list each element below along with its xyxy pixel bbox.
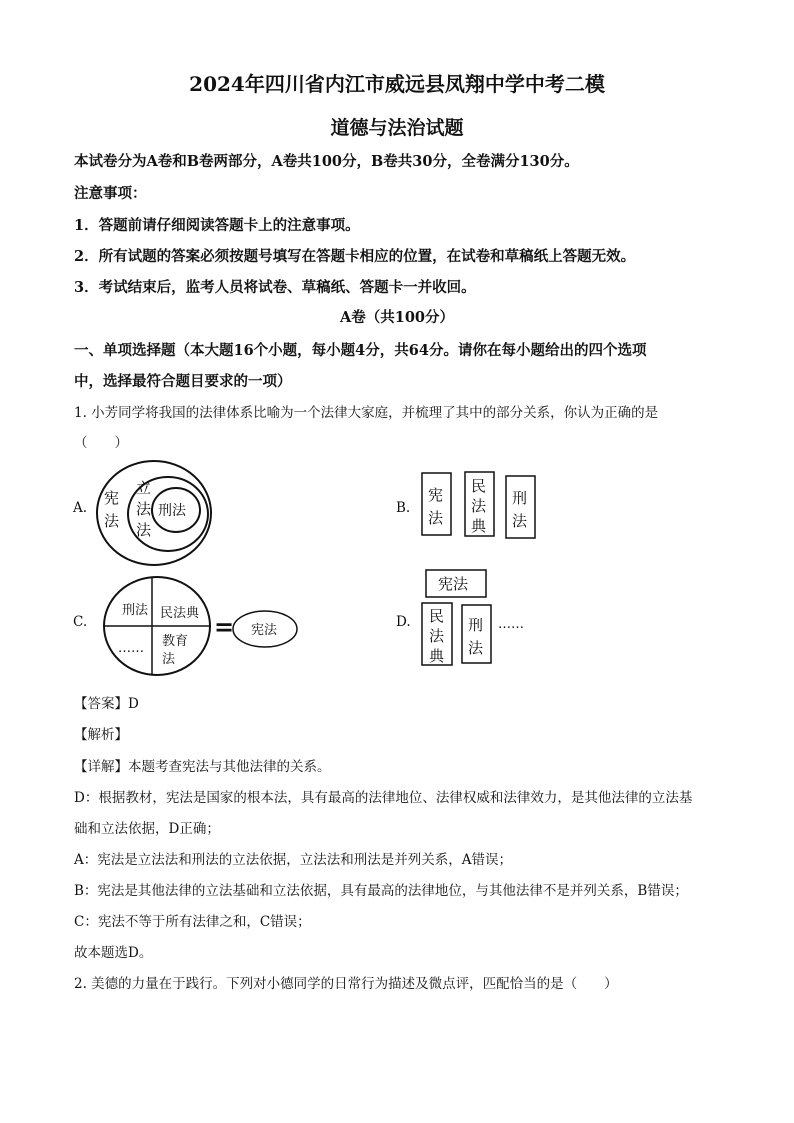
note-item: 2．所有试题的答案必须按题号填写在答题卡相应的位置，在试卷和草稿纸上答题无效。 <box>74 248 636 265</box>
svg-text:典: 典 <box>429 647 445 665</box>
ellipsis: …… <box>498 617 524 632</box>
option-c-diagram <box>100 574 305 680</box>
option-d-label: D. <box>396 614 411 630</box>
svg-text:刑: 刑 <box>468 616 484 634</box>
mid-label-2: 法 <box>136 500 152 518</box>
page-title: 2024年四川省内江市威远县凤翔中学中考二模 <box>189 72 605 96</box>
option-b-label: B. <box>396 500 411 516</box>
svg-text:法: 法 <box>162 652 176 667</box>
equals-sign: = <box>214 613 235 641</box>
section-a-heading: A卷（共100分） <box>339 309 455 326</box>
option-a-diagram <box>94 458 224 568</box>
inner-label: 刑法 <box>158 503 186 519</box>
svg-text:民法典: 民法典 <box>160 606 200 621</box>
question-1-stem: 1. 小芳同学将我国的法律体系比喻为一个法律大家庭，并梳理了其中的部分关系，你认为正确的是 <box>74 405 659 421</box>
mid-label-3: 法 <box>136 521 152 539</box>
analysis-line: A：宪法是立法法和刑法的立法依据，立法法和刑法是并列关系，A错误； <box>74 852 512 868</box>
svg-text:刑法: 刑法 <box>122 603 149 618</box>
question-2-stem: 2. 美德的力量在于践行。下列对小德同学的日常行为描述及微点评，匹配恰当的是（ ） <box>74 976 618 992</box>
analysis-line: 故本题选D。 <box>74 945 153 961</box>
analysis-line: D：根据教材，宪法是国家的根本法，具有最高的法律地位、法律权威和法律效力，是其他法律的立法基 <box>74 790 693 806</box>
svg-text:法: 法 <box>428 509 444 527</box>
outer-label-1: 宪 <box>104 489 120 507</box>
svg-text:宪法: 宪法 <box>251 623 278 638</box>
option-b-diagram <box>418 470 540 542</box>
svg-text:民: 民 <box>429 607 445 625</box>
svg-text:刑: 刑 <box>512 489 528 507</box>
svg-text:法: 法 <box>471 497 487 515</box>
page-subtitle: 道德与法治试题 <box>330 117 464 139</box>
notes-heading: 注意事项： <box>74 185 147 202</box>
option-d-diagram <box>418 566 538 670</box>
mid-label-1: 立 <box>136 479 152 497</box>
svg-text:民: 民 <box>471 477 487 495</box>
svg-text:法: 法 <box>512 512 528 530</box>
note-item: 3．考试结束后，监考人员将试卷、草稿纸、答题卡一并收回。 <box>74 279 476 296</box>
option-c-label: C. <box>73 614 88 630</box>
analysis-line: 础和立法依据，D正确； <box>74 821 220 837</box>
part-heading-line2: 中，选择最符合题目要求的一项） <box>74 373 292 390</box>
answer-line: 【答案】D <box>74 696 139 712</box>
analysis-line: C：宪法不等于所有法律之和，C错误； <box>74 914 311 930</box>
svg-text:法: 法 <box>468 639 484 657</box>
svg-text:教育: 教育 <box>162 634 189 649</box>
note-item: 1．答题前请仔细阅读答题卡上的注意事项。 <box>74 217 360 234</box>
analysis-line: B：宪法是其他法律的立法基础和立法依据，具有最高的法律地位，与其他法律不是并列关系，B错误； <box>74 883 688 899</box>
analysis-heading: 【解析】 <box>74 727 128 743</box>
analysis-line: 【详解】本题考查宪法与其他法律的关系。 <box>74 759 331 775</box>
intro-text: 本试卷分为A卷和B卷两部分，A卷共100分，B卷共30分，全卷满分130分。 <box>74 153 579 170</box>
option-a-label: A. <box>73 500 88 516</box>
svg-text:宪法: 宪法 <box>438 575 469 593</box>
svg-text:……: …… <box>118 641 144 656</box>
outer-label-2: 法 <box>104 512 120 530</box>
part-heading-line1: 一、单项选择题（本大题16个小题，每小题4分，共64分。请你在每小题给出的四个选项 <box>74 342 647 359</box>
question-1-blank: （ ） <box>74 435 128 451</box>
svg-text:典: 典 <box>471 517 487 535</box>
svg-text:宪: 宪 <box>428 486 444 504</box>
svg-text:法: 法 <box>429 627 445 645</box>
